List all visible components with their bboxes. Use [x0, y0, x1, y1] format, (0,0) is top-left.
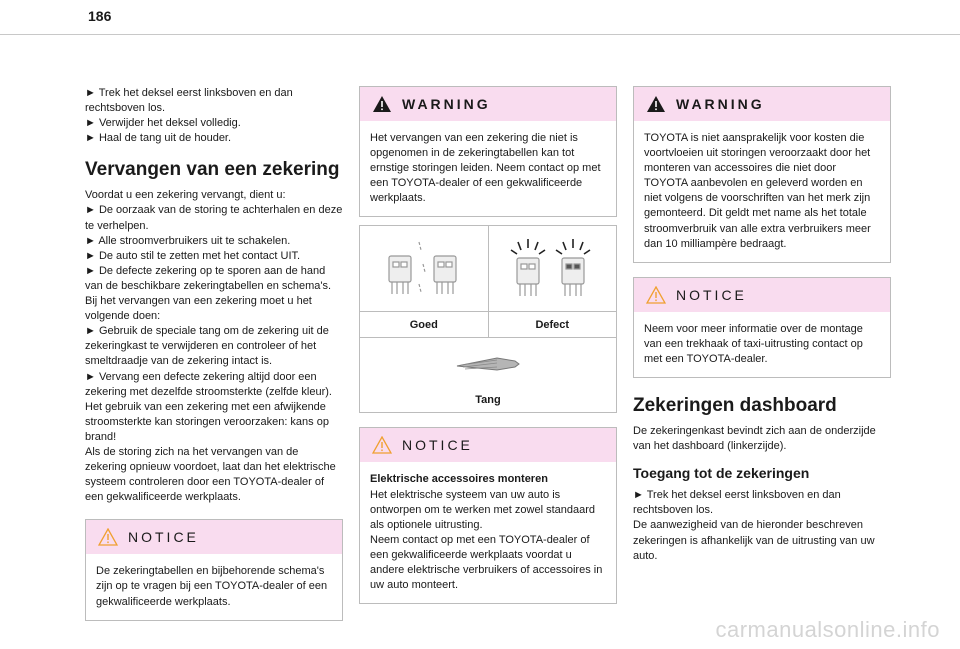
label-defect: Defect: [535, 318, 570, 331]
warning-triangle-icon: [372, 95, 392, 113]
notice-header: [634, 278, 890, 312]
notice-box: [85, 519, 343, 620]
notice-subtitle: Elektrische accessoires monteren: [370, 473, 548, 486]
warning-triangle-icon: [646, 95, 666, 113]
warning-box: [633, 86, 891, 263]
warning-title: WARNING: [676, 96, 765, 112]
warning-title: WARNING: [402, 96, 491, 112]
caution-triangle-icon: [646, 286, 666, 304]
body-line: ► De oorzaak van de storing te achterhalen en deze te verhelpen.: [85, 204, 343, 232]
label-good: Goed: [409, 318, 438, 331]
body-line: Voordat u een zekering vervangt, dient u:: [85, 189, 286, 202]
notice-text: De zekeringtabellen en bijbehorende schema's zijn op te vragen bij een TOYOTA-dealer of een gekwalificeerde werkplaats.: [96, 565, 328, 608]
body-line: ► Alle stroomverbruikers uit te schakelen.: [85, 234, 291, 247]
top-divider: [0, 34, 960, 35]
fuse-puller-tool-illustration: [453, 348, 523, 378]
notice-title: NOTICE: [402, 437, 473, 454]
body-line: Bij het vervangen van een zekering moet u het volgende doen:: [85, 295, 312, 323]
column-3: [633, 86, 891, 564]
intro-step: ► Verwijder het deksel volledig.: [85, 117, 241, 130]
notice-title: NOTICE: [676, 286, 747, 303]
notice-text: Neem voor meer informatie over de montage van een trekhaak of taxi-uitrusting contact op met een TOYOTA-dealer.: [644, 322, 863, 365]
subheading-access: Toegang tot de zekeringen: [633, 465, 810, 482]
section-heading-dashboard-fuses: Zekeringen dashboard: [633, 395, 837, 417]
body-line: ► Gebruik de speciale tang om de zekering uit de zekeringkast te verwijderen en controleer of het smeltdraadje van de zekering intact is.: [85, 325, 329, 368]
warning-text: TOYOTA is niet aansprakelijk voor kosten die voortvloeien uit storingen veroorzaakt door het monteren van accessoires die niet door TOYOTA aanbevolen en geleverd worden en niet volgens de voorschriften van het merk zijn gemonteerd. Dit geldt met name als het totale stroomverbruik van alle extra verbruikers meer dan 10 milliampère bedraagt.: [644, 132, 871, 250]
intro-step: ► Trek het deksel eerst linksboven en dan rechtsboven los.: [85, 87, 293, 115]
notice-text: Het elektrische systeem van uw auto is ontworpen om te werken met zowel standaard als optionele uitrusting.: [370, 488, 596, 531]
warning-box: [359, 86, 617, 217]
column-1: [85, 86, 343, 621]
caution-triangle-icon: [372, 436, 392, 454]
column-2: [359, 86, 617, 604]
fuse-defect-cell: [488, 226, 617, 337]
body-line: ► Vervang een defecte zekering altijd door een zekering met dezelfde stroomsterkte (zelfde kleur).: [85, 370, 332, 398]
warning-text: Het vervangen van een zekering die niet is opgenomen in de zekeringtabellen kan tot ernstige storingen leiden. Neem contact op met een TOYOTA-dealer of een gekwalificeerde werkplaats.: [370, 132, 601, 205]
body-line: ► Trek het deksel eerst linksboven en dan rechtsboven los.: [633, 489, 841, 517]
intro-step: ► Haal de tang uit de houder.: [85, 132, 232, 145]
warning-header: [634, 87, 890, 121]
warning-header: [360, 87, 616, 121]
body-line: Het gebruik van een zekering met een afwijkende stroomsterkte kan storingen veroorzaken: kans op brand!: [85, 400, 329, 443]
notice-text: Neem contact op met een TOYOTA-dealer of een gekwalificeerde werkplaats voordat u andere elektrische verbruikers of accessoires in uw auto monteert.: [370, 533, 603, 592]
body-line: De aanwezigheid van de hieronder beschreven zekeringen is afhankelijk van de uitrusting van uw auto.: [633, 519, 875, 562]
section-heading-fuse-replacement: Vervangen van een zekering: [85, 159, 340, 181]
watermark: carmanualsonline.info: [715, 617, 940, 642]
notice-header: [360, 428, 616, 462]
notice-header: [86, 520, 342, 554]
body-line: Als de storing zich na het vervangen van de zekering opnieuw voordoet, laat dan het elektrische systeem controleren door een TOYOTA-dealer of een gekwalificeerde werkplaats.: [85, 445, 336, 504]
defect-fuse-illustration: [507, 234, 597, 304]
notice-title: NOTICE: [128, 529, 199, 546]
fuse-good-cell: [360, 226, 488, 337]
intro-text: De zekeringenkast bevindt zich aan de onderzijde van het dashboard (linkerzijde).: [633, 425, 876, 453]
page-number: 186: [88, 8, 112, 24]
label-tool: Tang: [475, 394, 501, 407]
body-line: ► De auto stil te zetten met het contact UIT.: [85, 249, 301, 262]
fuse-illustration-table: [359, 225, 617, 413]
notice-box-accessories: [359, 427, 617, 604]
good-fuse-illustration: [379, 234, 469, 304]
notice-box: [633, 277, 891, 378]
body-line: ► De defecte zekering op te sporen aan de hand van de beschikbare zekeringtabellen en schema's.: [85, 264, 332, 292]
caution-triangle-icon: [98, 528, 118, 546]
